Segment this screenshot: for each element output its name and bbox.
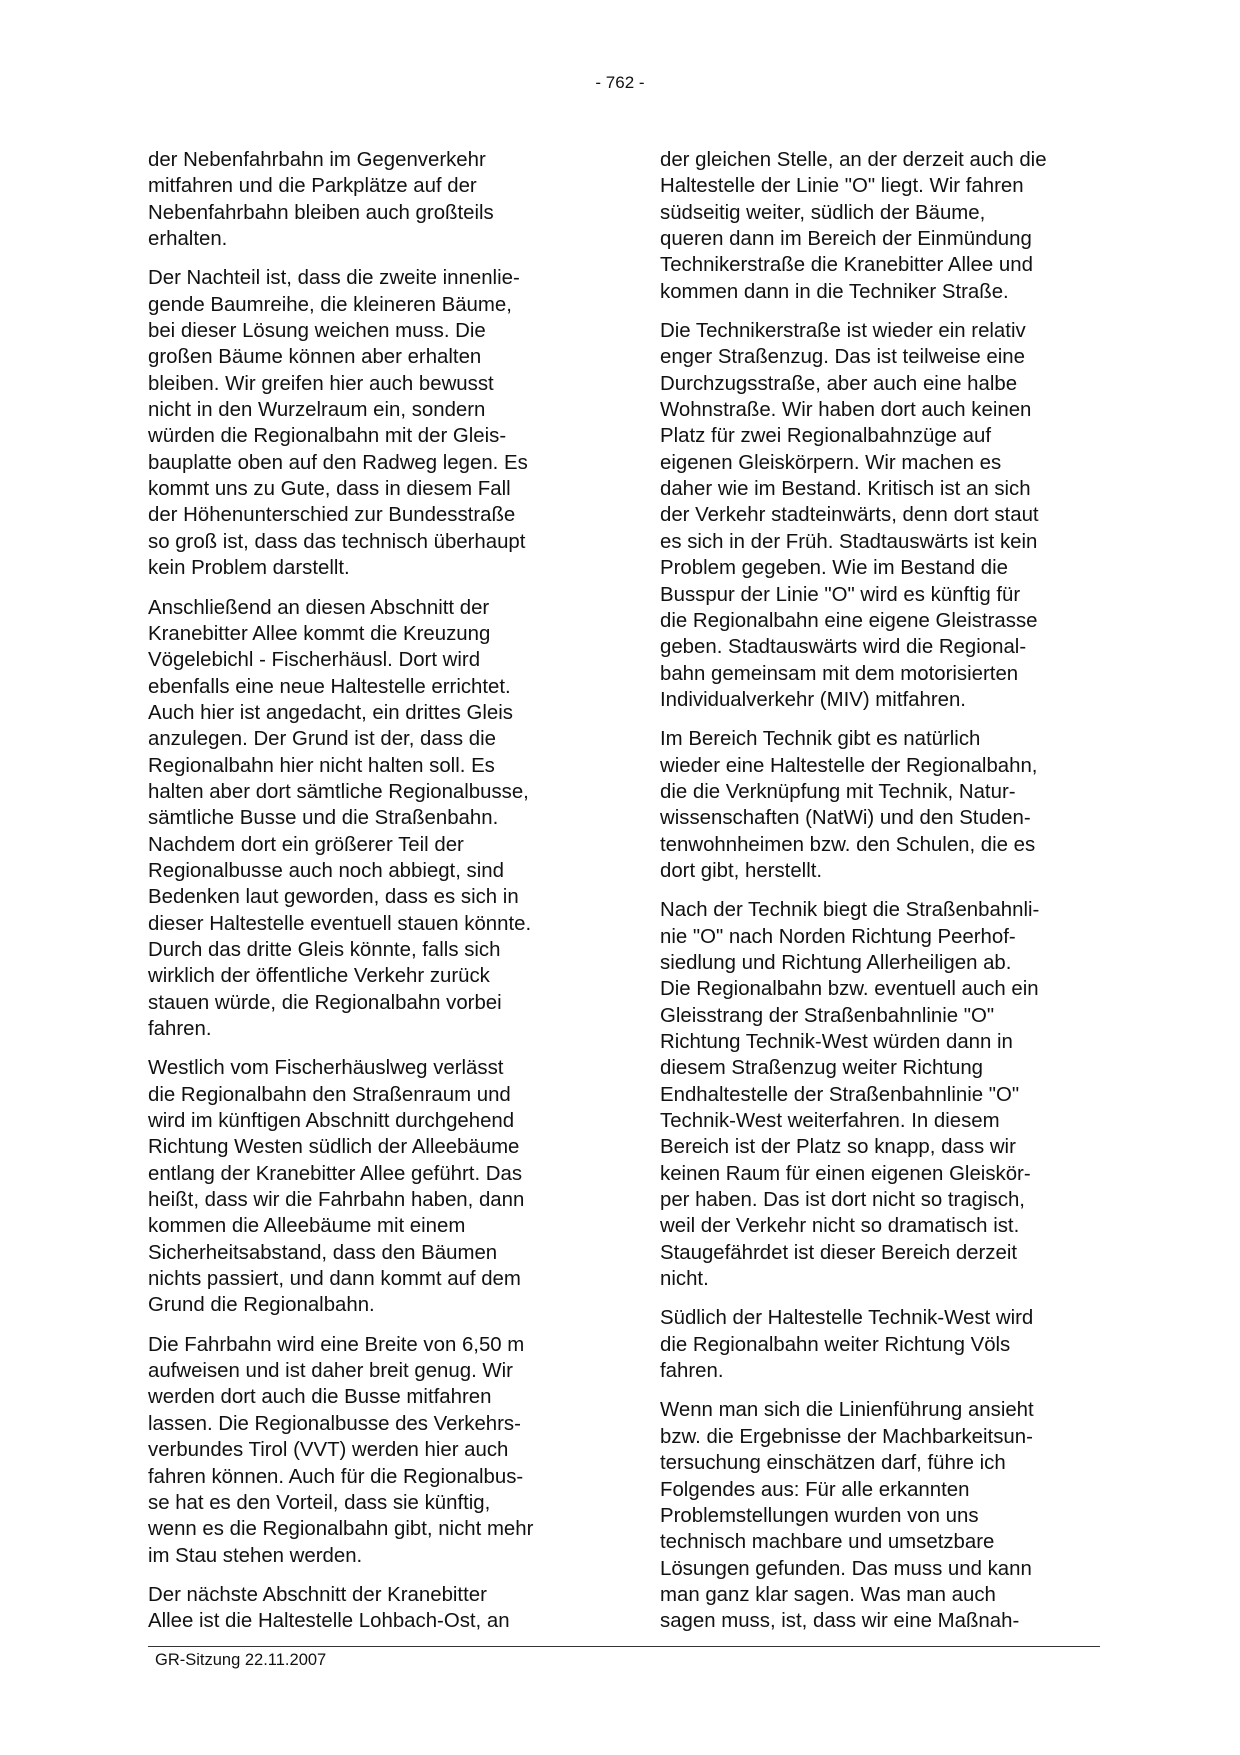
text-line: heißt, dass wir die Fahrbahn haben, dann xyxy=(148,1189,525,1212)
text-line: sämtliche Busse und die Straßenbahn. xyxy=(148,807,499,830)
text-line: bleiben. Wir greifen hier auch bewusst xyxy=(148,372,494,395)
text-line: fahren können. Auch für die Regionalbus- xyxy=(148,1465,524,1488)
text-line: Technikerstraße die Kranebitter Allee und xyxy=(660,254,1033,277)
text-line: siedlung und Richtung Allerheiligen ab. xyxy=(660,951,1012,974)
text-line: fahren. xyxy=(660,1360,724,1383)
text-line: verbundes Tirol (VVT) werden hier auch xyxy=(148,1439,509,1462)
text-line: Durch das dritte Gleis könnte, falls sich xyxy=(148,938,501,961)
text-line: queren dann im Bereich der Einmündung xyxy=(660,228,1032,251)
text-line: diesem Straßenzug weiter Richtung xyxy=(660,1057,984,1080)
text-line: Technik-West weiterfahren. In diesem xyxy=(660,1110,1000,1133)
text-line: im Stau stehen werden. xyxy=(148,1544,363,1567)
paragraph xyxy=(148,1055,588,1318)
text-line: Endhaltestelle der Straßenbahnlinie "O" xyxy=(660,1083,1020,1106)
text-line: nichts passiert, und dann kommt auf dem xyxy=(148,1268,521,1291)
text-line: mitfahren und die Parkplätze auf der xyxy=(148,175,477,198)
text-line: Lösungen gefunden. Das muss und kann xyxy=(660,1557,1032,1580)
text-line: stauen würde, die Regionalbahn vorbei xyxy=(148,991,502,1014)
text-line: fahren. xyxy=(148,1018,212,1040)
text-line: dieser Haltestelle eventuell stauen könnte. xyxy=(148,912,532,935)
text-line: der Höhenunterschied zur Bundesstraße xyxy=(148,504,516,527)
text-line: aufweisen und ist daher breit genug. Wir xyxy=(148,1360,513,1383)
text-line: Problem gegeben. Wie im Bestand die xyxy=(660,557,1008,580)
text-line: halten aber dort sämtliche Regionalbusse, xyxy=(148,780,529,803)
text-line: Die Technikerstraße ist wieder ein relativ xyxy=(660,320,1026,343)
text-line: Anschließend an diesen Abschnitt der xyxy=(148,596,490,619)
footer-divider xyxy=(148,1646,1100,1647)
text-line: Die Fahrbahn wird eine Breite von 6,50 m xyxy=(148,1333,525,1356)
text-line: Der Nachteil ist, dass die zweite innenlie- xyxy=(148,267,520,290)
text-line: man ganz klar sagen. Was man auch xyxy=(660,1583,996,1606)
text-line: die Regionalbahn eine eigene Gleistrasse xyxy=(660,609,1038,632)
text-line: eigenen Gleiskörpern. Wir machen es xyxy=(660,451,1002,474)
text-line: großen Bäume können aber erhalten xyxy=(148,346,482,369)
text-line: se hat es den Vorteil, dass sie künftig, xyxy=(148,1491,491,1514)
text-line: Wenn man sich die Linienführung ansieht xyxy=(660,1399,1034,1422)
text-line: enger Straßenzug. Das ist teilweise eine xyxy=(660,346,1025,369)
text-line: lassen. Die Regionalbusse des Verkehrs- xyxy=(148,1412,521,1435)
text-line: Staugefährdet ist dieser Bereich derzeit xyxy=(660,1241,1018,1264)
text-line: Kranebitter Allee kommt die Kreuzung xyxy=(148,622,491,645)
paragraph xyxy=(148,1582,588,1635)
paragraph xyxy=(148,1332,588,1569)
text-line: daher wie im Bestand. Kritisch ist an sich xyxy=(660,478,1031,501)
paragraph xyxy=(660,897,1100,1292)
text-line: der gleichen Stelle, an der derzeit auch die xyxy=(660,149,1047,171)
text-line: Südlich der Haltestelle Technik-West wird xyxy=(660,1307,1034,1330)
paragraph xyxy=(660,1305,1100,1384)
footer-meeting-date: GR-Sitzung 22.11.2007 xyxy=(155,1651,327,1669)
text-line: werden dort auch die Busse mitfahren xyxy=(148,1386,492,1409)
paragraph xyxy=(660,147,1100,305)
text-line: bahn gemeinsam mit dem motorisierten xyxy=(660,662,1019,685)
text-line: erhalten. xyxy=(148,228,228,251)
text-line: der Nebenfahrbahn im Gegenverkehr xyxy=(148,149,486,171)
text-line: Nachdem dort ein größerer Teil der xyxy=(148,833,464,856)
page-number: - 762 - xyxy=(595,73,645,92)
text-line: es sich in der Früh. Stadtauswärts ist kein xyxy=(660,530,1038,553)
right-text-column xyxy=(660,147,1100,1648)
text-line: Nebenfahrbahn bleiben auch großteils xyxy=(148,201,494,224)
text-line: Gleisstrang der Straßenbahnlinie "O" xyxy=(660,1004,995,1027)
text-line: Wohnstraße. Wir haben dort auch keinen xyxy=(660,399,1032,422)
left-text-column xyxy=(148,147,588,1648)
text-line: würden die Regionalbahn mit der Gleis- xyxy=(148,425,507,448)
paragraph xyxy=(660,726,1100,884)
paragraph xyxy=(148,265,588,581)
text-line: die Regionalbahn weiter Richtung Völs xyxy=(660,1333,1011,1356)
text-line: Durchzugsstraße, aber auch eine halbe xyxy=(660,372,1018,395)
text-line: per haben. Das ist dort nicht so tragisch, xyxy=(660,1189,1025,1212)
text-line: der Verkehr stadteinwärts, denn dort staut xyxy=(660,504,1039,527)
text-line: anzulegen. Der Grund ist der, dass die xyxy=(148,728,496,751)
text-line: Haltestelle der Linie "O" liegt. Wir fahren xyxy=(660,175,1024,198)
text-line: Regionalbahn hier nicht halten soll. Es xyxy=(148,754,495,777)
text-line: nicht. xyxy=(660,1268,709,1291)
text-line: Die Regionalbahn bzw. eventuell auch ein xyxy=(660,978,1039,1001)
text-line: Richtung Westen südlich der Alleebäume xyxy=(148,1136,520,1159)
text-line: Nach der Technik biegt die Straßenbahnli- xyxy=(660,899,1040,922)
text-line: Im Bereich Technik gibt es natürlich xyxy=(660,728,981,751)
text-line: wenn es die Regionalbahn gibt, nicht mehr xyxy=(148,1518,534,1541)
text-line: tenwohnheimen bzw. den Schulen, die es xyxy=(660,833,1036,856)
text-line: Individualverkehr (MIV) mitfahren. xyxy=(660,688,966,711)
text-line: Westlich vom Fischerhäuslweg verlässt xyxy=(148,1057,504,1080)
text-line: Allee ist die Haltestelle Lohbach-Ost, an xyxy=(148,1610,510,1633)
text-line: Der nächste Abschnitt der Kranebitter xyxy=(148,1583,487,1606)
text-line: keinen Raum für einen eigenen Gleiskör- xyxy=(660,1162,1031,1185)
text-line: nie "O" nach Norden Richtung Peerhof- xyxy=(660,925,1016,948)
paragraph xyxy=(148,595,588,1043)
text-line: bauplatte oben auf den Radweg legen. Es xyxy=(148,451,528,474)
text-line: südseitig weiter, südlich der Bäume, xyxy=(660,201,986,224)
text-line: Sicherheitsabstand, dass den Bäumen xyxy=(148,1241,498,1264)
text-line: die Regionalbahn den Straßenraum und xyxy=(148,1083,511,1106)
text-line: wirklich der öffentliche Verkehr zurück xyxy=(148,965,490,988)
text-line: Busspur der Linie "O" wird es künftig für xyxy=(660,583,1021,606)
text-line: wissenschaften (NatWi) und den Studen- xyxy=(660,807,1031,830)
text-line: nicht in den Wurzelraum ein, sondern xyxy=(148,399,486,422)
text-line: kommen die Alleebäume mit einem xyxy=(148,1215,466,1238)
text-line: gende Baumreihe, die kleineren Bäume, xyxy=(148,293,512,316)
text-line: kommt uns zu Gute, dass in diesem Fall xyxy=(148,478,511,501)
text-line: sagen muss, ist, dass wir eine Maßnah- xyxy=(660,1610,1020,1633)
text-line: Platz für zwei Regionalbahnzüge auf xyxy=(660,425,991,448)
text-line: Grund die Regionalbahn. xyxy=(148,1294,375,1317)
paragraph xyxy=(148,147,588,252)
text-line: dort gibt, herstellt. xyxy=(660,859,823,882)
text-line: Regionalbusse auch noch abbiegt, sind xyxy=(148,859,504,882)
text-line: wieder eine Haltestelle der Regionalbahn, xyxy=(660,754,1038,777)
text-line: bei dieser Lösung weichen muss. Die xyxy=(148,320,486,343)
text-line: Auch hier ist angedacht, ein drittes Gleis xyxy=(148,701,513,724)
text-line: entlang der Kranebitter Allee geführt. Das xyxy=(148,1162,523,1185)
text-line: tersuchung einschätzen darf, führe ich xyxy=(660,1452,1006,1475)
text-line: Bedenken laut geworden, dass es sich in xyxy=(148,886,519,909)
paragraph xyxy=(660,318,1100,713)
text-line: so groß ist, dass das technisch überhaupt xyxy=(148,530,526,553)
text-line: weil der Verkehr nicht so dramatisch ist. xyxy=(660,1215,1020,1238)
text-line: Folgendes aus: Für alle erkannten xyxy=(660,1478,970,1501)
text-line: ebenfalls eine neue Haltestelle errichtet. xyxy=(148,675,511,698)
paragraph xyxy=(660,1397,1100,1634)
text-line: Bereich ist der Platz so knapp, dass wir xyxy=(660,1136,1016,1159)
text-line: die die Verknüpfung mit Technik, Natur- xyxy=(660,780,1016,803)
text-line: bzw. die Ergebnisse der Machbarkeitsun- xyxy=(660,1425,1033,1448)
text-line: Vögelebichl - Fischerhäusl. Dort wird xyxy=(148,649,481,672)
text-line: technisch machbare und umsetzbare xyxy=(660,1531,995,1554)
text-line: kein Problem darstellt. xyxy=(148,557,350,580)
text-line: geben. Stadtauswärts wird die Regional- xyxy=(660,636,1027,659)
text-line: wird im künftigen Abschnitt durchgehend xyxy=(148,1110,515,1133)
text-line: Problemstellungen wurden von uns xyxy=(660,1504,979,1527)
text-line: Richtung Technik-West würden dann in xyxy=(660,1031,1013,1053)
text-line: kommen dann in die Techniker Straße. xyxy=(660,280,1009,303)
